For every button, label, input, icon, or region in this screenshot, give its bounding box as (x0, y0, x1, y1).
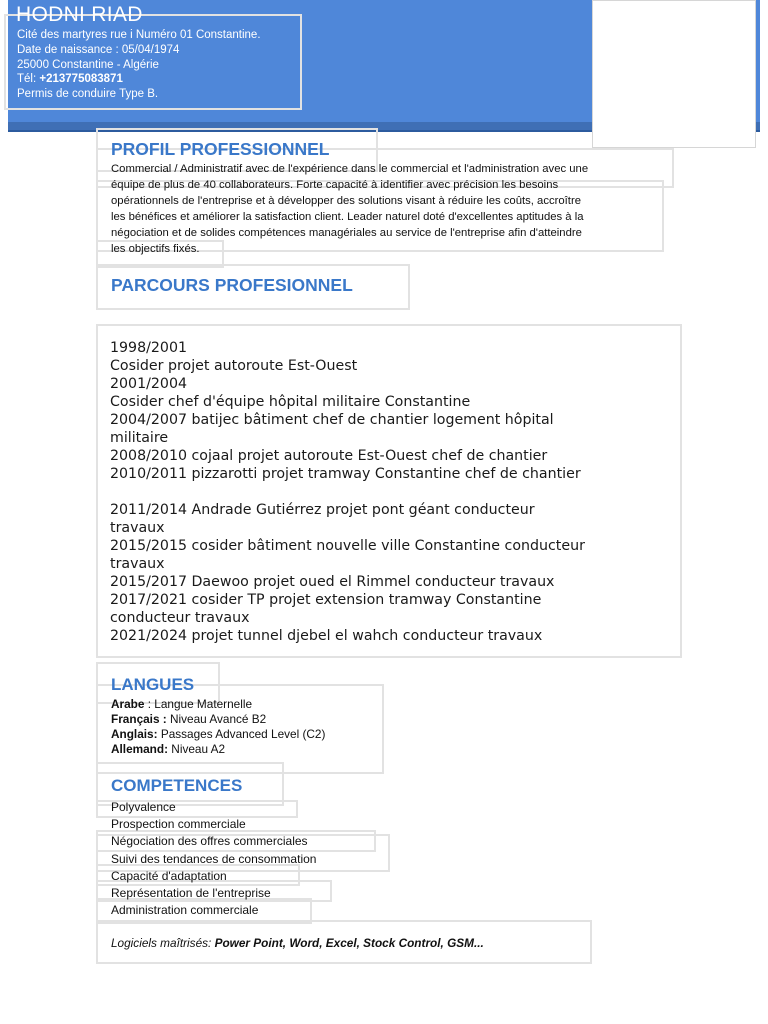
contact-block (17, 28, 261, 102)
career-line: conducteur travaux (110, 610, 250, 626)
language-item (111, 727, 325, 742)
skill-item: Polyvalence (111, 800, 176, 814)
career-line: 2015/2015 cosider bâtiment nouvelle ville Constantine conducteur (110, 538, 585, 554)
city-line: 25000 Constantine - Algérie (17, 58, 159, 71)
languages-title: LANGUES (111, 675, 195, 694)
career-line: 2004/2007 batijec bâtiment chef de chantier logement hôpital (110, 412, 554, 428)
career-line: 2010/2011 pizzarotti projet tramway Constantine chef de chantier (110, 466, 581, 482)
career-line: 2011/2014 Andrade Gutiérrez projet pont géant conducteur (110, 502, 535, 518)
software-value: Power Point, Word, Excel, Stock Control, GSM... (214, 936, 484, 950)
skill-item: Prospection commerciale (111, 817, 246, 832)
phone-number: +213775083871 (39, 73, 123, 86)
career-line: militaire (110, 430, 169, 446)
phone-line (17, 72, 261, 87)
career-line: 1998/2001 (110, 340, 187, 356)
phone-label: Tél: (17, 73, 37, 86)
career-line: 2008/2010 cojaal projet autoroute Est-Ouest chef de chantier (110, 448, 548, 464)
career-line: Cosider chef d'équipe hôpital militaire Constantine (110, 394, 471, 410)
profile-line: Commercial / Administratif avec de l'expérience dans le commercial et l'administration avec une (111, 163, 589, 175)
skill-item: Suivi des tendances de consommation (111, 851, 317, 866)
language-name: Allemand: (111, 742, 169, 756)
address-line: Cité des martyres rue i Numéro 01 Constantine. (17, 29, 261, 41)
birth-date-line: Date de naissance : 05/04/1974 (17, 43, 180, 56)
career-line: 2017/2021 cosider TP projet extension tramway Constantine (110, 592, 542, 608)
software-line (111, 936, 484, 950)
language-name: Arabe (111, 697, 145, 711)
profile-line: équipe de plus de 40 collaborateurs. Forte capacité à identifier avec précision les besoins (111, 179, 559, 191)
photo-placeholder (592, 0, 756, 148)
languages-list (111, 697, 325, 757)
language-item (111, 712, 325, 727)
skill-item: Négociation des offres commerciales (111, 834, 308, 849)
software-label: Logiciels maîtrisés: (111, 936, 212, 950)
career-line: 2021/2024 projet tunnel djebel el wahch conducteur travaux (110, 628, 543, 644)
career-line: Cosider projet autoroute Est-Ouest (110, 358, 358, 374)
skills-title: COMPETENCES (111, 776, 243, 795)
skill-item: Administration commerciale (111, 903, 259, 918)
skills-list (111, 799, 316, 919)
language-level: Niveau A2 (168, 742, 226, 756)
career-line: travaux (110, 556, 165, 572)
profile-line: les objectifs fixés. (111, 243, 200, 255)
language-name: Anglais: (111, 727, 158, 741)
language-level: Niveau Avancé B2 (166, 712, 267, 726)
career-title: PARCOURS PROFESIONNEL (111, 275, 353, 295)
career-list (110, 339, 680, 645)
skill-item: Représentation de l'entreprise (111, 886, 271, 901)
profile-line: opérationnels de l'entreprise et à développer des solutions visant à réduire les coûts, accroître (111, 195, 581, 207)
profile-title: PROFIL PROFESSIONNEL (111, 139, 330, 159)
candidate-name: HODNI RIAD (16, 3, 143, 26)
license-line: Permis de conduire Type B. (17, 88, 159, 101)
career-spacer (110, 483, 680, 501)
language-item (111, 697, 325, 712)
career-line: 2001/2004 (110, 376, 187, 392)
skill-item: Capacité d'adaptation (111, 868, 227, 883)
career-line: travaux (110, 520, 165, 536)
career-line: 2015/2017 Daewoo projet oued el Rimmel conducteur travaux (110, 574, 555, 590)
profile-line: négociation et de solides compétences managériales au service de l'entreprise afin d'atteindre (111, 227, 582, 239)
profile-line: les bénéfices et améliorer la satisfaction client. Leader naturel doté d'excellentes aptitudes à la (111, 211, 584, 223)
language-item (111, 742, 325, 757)
profile-text (111, 161, 659, 257)
language-name: Français : (111, 712, 167, 726)
language-level: : Langue Maternelle (144, 697, 253, 711)
language-level: Passages Advanced Level (C2) (157, 727, 326, 741)
